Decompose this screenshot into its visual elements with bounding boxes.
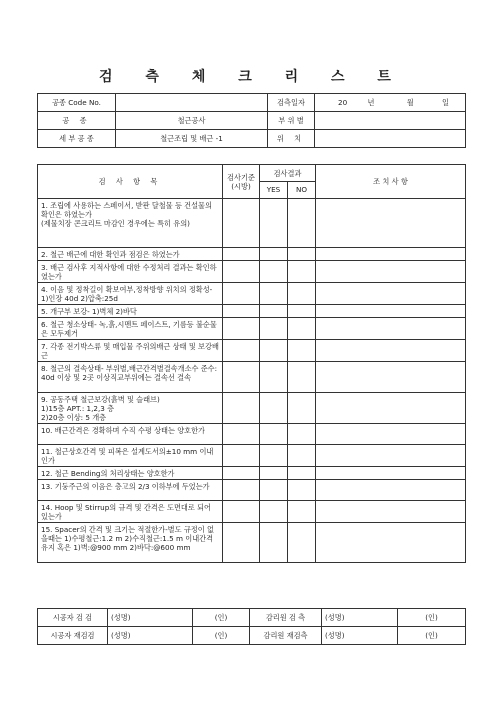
- supervisor-label: 감리원 검 측: [250, 609, 322, 627]
- action-cell[interactable]: [316, 305, 466, 318]
- action-cell[interactable]: [316, 283, 466, 305]
- inspector-name-field[interactable]: (성명): [108, 627, 193, 645]
- signature-row: [38, 609, 466, 627]
- no-checkbox[interactable]: [288, 467, 316, 480]
- no-checkbox[interactable]: [288, 523, 316, 563]
- inspector-seal-field[interactable]: (인): [193, 609, 250, 627]
- no-checkbox[interactable]: [288, 318, 316, 340]
- checklist-table: [37, 164, 466, 563]
- yes-checkbox[interactable]: [260, 248, 288, 261]
- inspector-name-field[interactable]: (성명): [108, 609, 193, 627]
- no-checkbox[interactable]: [288, 445, 316, 467]
- yes-checkbox[interactable]: [260, 393, 288, 424]
- action-cell[interactable]: [316, 199, 466, 248]
- no-checkbox[interactable]: [288, 283, 316, 305]
- checklist-row: [38, 362, 466, 393]
- date-month-unit: 월: [406, 98, 414, 107]
- standard-cell[interactable]: [223, 445, 260, 467]
- checklist-item-text: 5. 개구부 보강- 1)벽체 2)바닥: [38, 305, 223, 318]
- standard-cell[interactable]: [223, 424, 260, 445]
- standard-cell[interactable]: [223, 305, 260, 318]
- checklist-row: [38, 467, 466, 480]
- yes-checkbox[interactable]: [260, 199, 288, 248]
- yes-checkbox[interactable]: [260, 501, 288, 523]
- location-value[interactable]: [315, 112, 466, 130]
- yes-checkbox[interactable]: [260, 318, 288, 340]
- standard-cell[interactable]: [223, 340, 260, 362]
- checklist-item-text: 2. 철근 배근에 대한 확인과 점검은 하였는가: [38, 248, 223, 261]
- checklist-item-text: 12. 철근 Bending의 처리상태는 양호한가: [38, 467, 223, 480]
- checklist-row: [38, 393, 466, 424]
- checklist-row: [38, 283, 466, 305]
- no-checkbox[interactable]: [288, 424, 316, 445]
- yes-checkbox[interactable]: [260, 283, 288, 305]
- position-label: 위 치: [268, 130, 315, 148]
- checklist-row: [38, 340, 466, 362]
- col-standard-header: 검사기준 (시방): [223, 165, 260, 199]
- checklist-row: [38, 318, 466, 340]
- checklist-item-text: 1. 조립에 사용하는 스페이서, 받판 달철물 등 건설물의 확인은 하였는가 (제물치장 콘크리트 마감인 경우에는 특히 유의): [38, 199, 223, 248]
- project-code-label: 공종 Code No.: [38, 94, 116, 112]
- no-checkbox[interactable]: [288, 393, 316, 424]
- action-cell[interactable]: [316, 523, 466, 563]
- standard-cell[interactable]: [223, 199, 260, 248]
- checklist-row: [38, 199, 466, 248]
- yes-checkbox[interactable]: [260, 362, 288, 393]
- inspector-label: 시공자 검 검: [38, 609, 108, 627]
- standard-cell[interactable]: [223, 501, 260, 523]
- checklist-item-text: 4. 이음 및 정착길이 확보여부,정착방향 위치의 정확성- 1)인장 40d 2)압축:25d: [38, 283, 223, 305]
- standard-cell[interactable]: [223, 362, 260, 393]
- work-type-label: 공 종: [38, 112, 116, 130]
- checklist-row: [38, 501, 466, 523]
- inspection-date-label: 검측일자: [268, 94, 315, 112]
- no-checkbox[interactable]: [288, 340, 316, 362]
- no-checkbox[interactable]: [288, 305, 316, 318]
- supervisor-name-field[interactable]: (성명): [322, 609, 398, 627]
- checklist-item-text: 14. Hoop 및 Stirrup의 규격 및 간격은 도면대로 되어 있는가: [38, 501, 223, 523]
- yes-checkbox[interactable]: [260, 340, 288, 362]
- checklist-item-text: 7. 각종 전기박스류 및 매입물 주위의배근 상태 및 보강배근: [38, 340, 223, 362]
- no-checkbox[interactable]: [288, 261, 316, 283]
- no-checkbox[interactable]: [288, 199, 316, 248]
- yes-checkbox[interactable]: [260, 445, 288, 467]
- action-cell[interactable]: [316, 393, 466, 424]
- standard-cell[interactable]: [223, 318, 260, 340]
- inspector-label: 시공자 재검검: [38, 627, 108, 645]
- no-checkbox[interactable]: [288, 248, 316, 261]
- project-code-value[interactable]: [116, 94, 268, 112]
- standard-cell[interactable]: [223, 523, 260, 563]
- date-year-unit: 년: [367, 98, 375, 107]
- detail-type-value[interactable]: 철근조립 및 배근 -1: [116, 130, 268, 148]
- action-cell[interactable]: [316, 340, 466, 362]
- checklist-item-text: 6. 철근 청소상태- 녹,흙,시멘트 페이스트, 기름등 불순물은 모두제거: [38, 318, 223, 340]
- checklist-item-text: 3. 배근 검사후 지적사항에 대한 수정처리 결과는 확인하였는가: [38, 261, 223, 283]
- inspector-seal-field[interactable]: (인): [193, 627, 250, 645]
- standard-cell[interactable]: [223, 248, 260, 261]
- checklist-item-text: 15. Spacer의 간격 및 크기는 적절한가-별도 규정이 없을때는 1)수평철근:1.2 m 2)수직철근:1.5 m 이내간격 유지 혹은 1)벽:@900 mm 2)바닥:@600 mm: [38, 523, 223, 563]
- no-checkbox[interactable]: [288, 480, 316, 501]
- header-info-table: [37, 93, 466, 148]
- col-item-header: 검 사 항 목: [38, 165, 223, 199]
- supervisor-label: 감리원 재검측: [250, 627, 322, 645]
- action-cell[interactable]: [316, 261, 466, 283]
- yes-checkbox[interactable]: [260, 305, 288, 318]
- standard-cell[interactable]: [223, 480, 260, 501]
- action-cell[interactable]: [316, 480, 466, 501]
- work-type-value[interactable]: 철근공사: [116, 112, 268, 130]
- inspection-date-value[interactable]: [315, 94, 466, 112]
- action-cell[interactable]: [316, 248, 466, 261]
- signature-row: [38, 627, 466, 645]
- standard-cell[interactable]: [223, 261, 260, 283]
- signature-table: [37, 608, 466, 645]
- yes-checkbox[interactable]: [260, 261, 288, 283]
- yes-checkbox[interactable]: [260, 467, 288, 480]
- position-value[interactable]: [315, 130, 466, 148]
- checklist-item-text: 8. 철근의 결속상태- 부위별,배근간격별결속개소수 준수: 40d 이상 및 2곳 이상직교부위에는 결속선 결속: [38, 362, 223, 393]
- location-label: 부 위 별: [268, 112, 315, 130]
- checklist-item-text: 10. 배근간격은 경확하며 수직 수평 상태는 양호한가: [38, 424, 223, 445]
- no-checkbox[interactable]: [288, 501, 316, 523]
- action-cell[interactable]: [316, 424, 466, 445]
- yes-checkbox[interactable]: [260, 480, 288, 501]
- action-cell[interactable]: [316, 501, 466, 523]
- no-checkbox[interactable]: [288, 362, 316, 393]
- checklist-row: [38, 445, 466, 467]
- col-action-header: 조 치 사 항: [316, 165, 466, 199]
- supervisor-seal-field[interactable]: (인): [398, 609, 466, 627]
- checklist-item-text: 13. 기둥주근의 이음은 층고의 2/3 이하부에 두었는가: [38, 480, 223, 501]
- checklist-row: [38, 424, 466, 445]
- date-year-prefix: 20: [338, 98, 348, 107]
- col-no-header: NO: [295, 185, 308, 194]
- date-day-unit: 일: [441, 98, 449, 107]
- action-cell[interactable]: [316, 467, 466, 480]
- yes-checkbox[interactable]: [260, 523, 288, 563]
- action-cell[interactable]: [316, 445, 466, 467]
- checklist-row: [38, 305, 466, 318]
- checklist-row: [38, 248, 466, 261]
- standard-cell[interactable]: [223, 393, 260, 424]
- supervisor-seal-field[interactable]: (인): [398, 627, 466, 645]
- checklist-item-text: 11. 철근상호간격 및 피복은 설계도서의±10 mm 이내인가: [38, 445, 223, 467]
- supervisor-name-field[interactable]: (성명): [322, 627, 398, 645]
- checklist-row: [38, 261, 466, 283]
- checklist-row: [38, 480, 466, 501]
- page-title: 검 측 체 크 리 스 트: [99, 69, 405, 85]
- checklist-item-text: 9. 공동주택 철근보강(흙벽 및 슬래브) 1)15층 APT.: 1,2,3 층 2)20층 이상: 5 개층: [38, 393, 223, 424]
- action-cell[interactable]: [316, 318, 466, 340]
- col-result-header: 검사결과: [260, 166, 315, 182]
- col-yes-header: YES: [260, 181, 288, 198]
- action-cell[interactable]: [316, 362, 466, 393]
- detail-type-label: 세 부 공 종: [38, 130, 116, 148]
- yes-checkbox[interactable]: [260, 424, 288, 445]
- checklist-row: [38, 523, 466, 563]
- standard-cell[interactable]: [223, 467, 260, 480]
- standard-cell[interactable]: [223, 283, 260, 305]
